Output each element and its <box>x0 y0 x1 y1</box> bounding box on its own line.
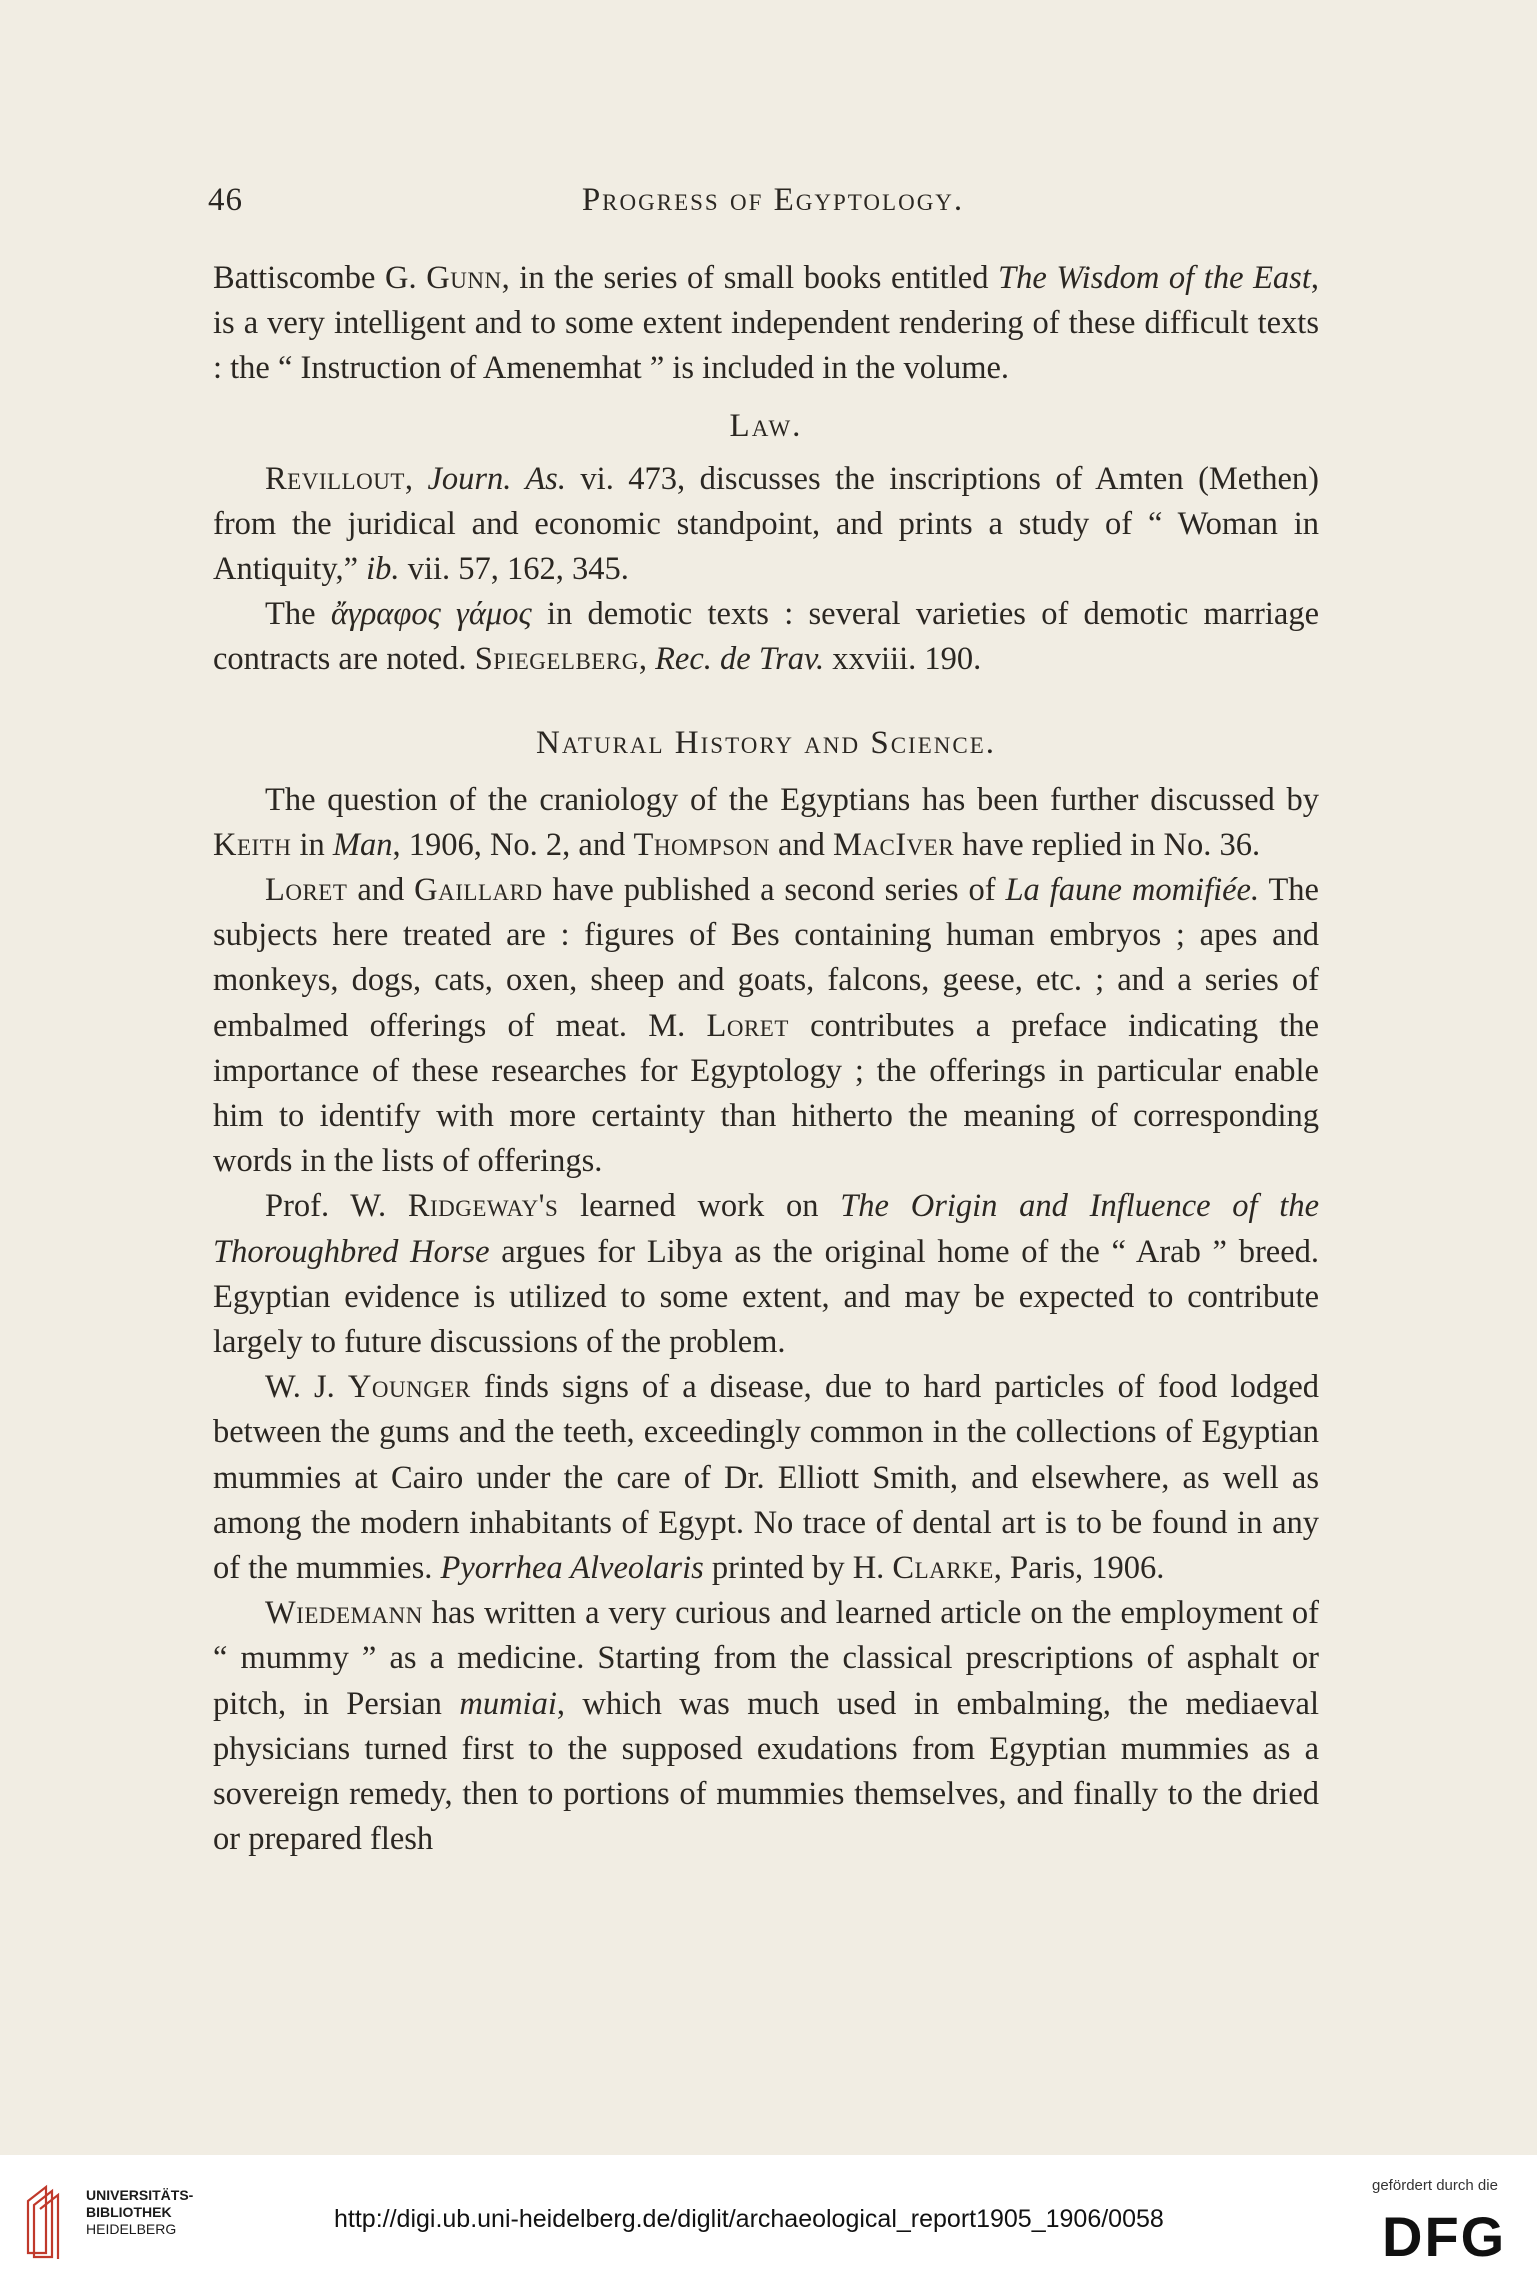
term: mumiai <box>459 1685 557 1722</box>
author-name: Younger <box>347 1369 471 1406</box>
author-name: Gaillard <box>414 872 543 909</box>
author-name: Loret <box>265 872 348 909</box>
book-title: The Wisdom of the East <box>998 260 1311 296</box>
library-logo-icon <box>20 2181 80 2261</box>
book-title: Pyorrhea Alveolaris <box>440 1550 704 1587</box>
journal-title: Journ. As. <box>427 460 566 497</box>
author-name: Spiegelberg <box>474 641 639 678</box>
page-number: 46 <box>208 182 243 218</box>
law-paragraph-1: Revillout, Journ. As. vi. 473, discusses the inscriptions of Amten (Methen) from the juridical and economic standpoint, and prints a study of “ Woman in Antiquity,” ib. vii. 57, 162, 345. <box>213 460 1320 588</box>
funder-caption: gefördert durch die <box>1372 2177 1498 2194</box>
section-heading-law: Law. <box>729 407 803 444</box>
library-name: UNIVERSITÄTS- BIBLIOTHEK HEIDELBERG <box>86 2187 194 2237</box>
section-heading-science: Natural History and Science. <box>536 724 996 761</box>
author-name: Wiedemann <box>265 1595 423 1632</box>
law-paragraph-2: The ἄγραφος γάμος in demotic texts : several varieties of demotic marriage contracts are noted. Spiegelberg, Rec. de Trav. xxviii. 190. <box>213 596 1320 678</box>
running-title: Progress of Egyptology. <box>581 182 965 218</box>
author-name: MacIver <box>833 826 955 863</box>
science-paragraph-1: The question of the craniology of the Egyptians has been further discussed by Keith in Man, 1906, No. 2, and Thompson and MacIver have replied in No. 36. <box>213 781 1319 863</box>
running-head <box>208 182 1338 232</box>
author-name: Clarke <box>892 1550 994 1587</box>
science-paragraph-4: W. J. Younger finds signs of a disease, due to hard particles of food lodged between the gums and the teeth, exceedingly common in the collections of Egyptian mummies at Cairo under the care of Dr. Elliott Smith, and elsewhere, as well as among the modern inhabitants of Egypt. No trace of dental art is to be found in any of the mummies. Pyorrhea Alveolaris printed by H. Clarke, Paris, 1906. <box>213 1369 1320 1587</box>
greek-term: ἄγραφος γάμος <box>330 596 532 633</box>
author-name: Keith <box>213 826 292 863</box>
book-title: The Origin and Influence of the Thoroughbred Horse <box>213 1188 1320 1270</box>
author-name: Revillout <box>265 460 405 497</box>
author-name: Ridgeway's <box>407 1188 559 1225</box>
journal-title: Rec. de Trav. <box>655 641 825 678</box>
author-name: Gunn <box>426 260 502 296</box>
book-title: La faune momifiée. <box>1005 872 1260 909</box>
intro-paragraph: Battiscombe G. Gunn, in the series of small books entitled The Wisdom of the East, is a very intelligent and to some extent independent rendering of these difficult texts : the “ Instruction of Amenemhat ” is included in the volume. <box>213 260 1319 387</box>
science-paragraph-2: Loret and Gaillard have published a second series of La faune momifiée. The subjects here treated are : figures of Bes containing human embryos ; apes and monkeys, dogs, cats, oxen, sheep and goats, falcons, geese, etc. ; and a series of embalmed offerings of meat. M. Loret contributes a preface indicating the importance of these researches for Egyptology ; the offerings in particular enable him to identify with more certainty than hitherto the meaning of corresponding words in the lists of offerings. <box>213 872 1319 1180</box>
journal-title: Man <box>332 826 393 863</box>
science-paragraph-3: Prof. W. Ridgeway's learned work on The Origin and Influence of the Thoroughbred Horse argues for Libya as the original home of the “ Arab ” breed. Egyptian evidence is utilized to some extent, and may be expected to contribute largely to future discussions of the problem. <box>213 1188 1320 1361</box>
dfg-logo: DFG <box>1382 2205 1507 2268</box>
viewer-footer <box>0 2155 1537 2279</box>
author-name: Loret <box>706 1007 789 1044</box>
author-name: Thompson <box>633 826 770 863</box>
permalink-url[interactable]: http://digi.ub.uni-heidelberg.de/diglit/archaeological_report1905_1906/0058 <box>334 2205 1164 2233</box>
science-paragraph-5: Wiedemann has written a very curious and learned article on the employment of “ mummy ” as a medicine. Starting from the classical prescriptions of asphalt or pitch, in Persian mumiai, which was much used in embalming, the mediaeval physicians turned first to the supposed exudations from Egyptian mummies as a sovereign remedy, then to portions of mummies themselves, and finally to the dried or prepared flesh <box>213 1595 1319 1858</box>
body-text <box>213 256 1319 1863</box>
